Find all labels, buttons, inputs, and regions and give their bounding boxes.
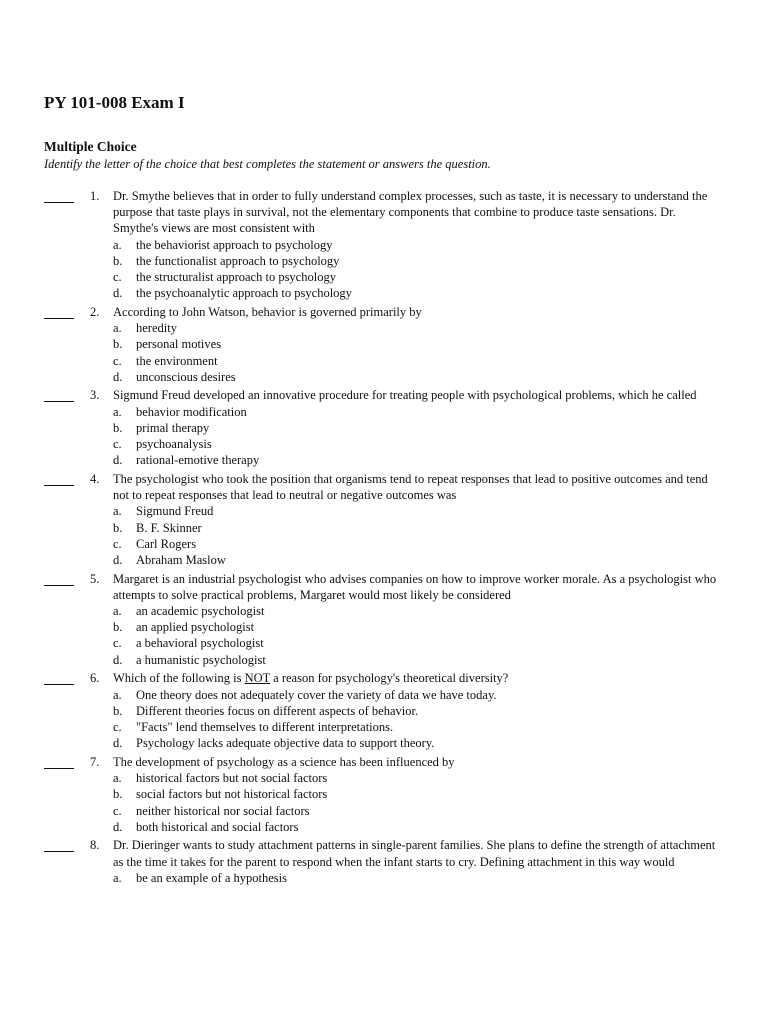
- question-number: 8.: [90, 838, 100, 853]
- choice-4: [113, 652, 713, 668]
- answer-blank[interactable]: [44, 188, 74, 203]
- choice-letter: d.: [113, 453, 123, 468]
- question-number: 5.: [90, 571, 100, 586]
- question-number: 2.: [90, 304, 100, 319]
- choice-1: [113, 770, 713, 786]
- question-number: 7.: [90, 754, 100, 769]
- question-number: 3.: [90, 388, 100, 403]
- answer-blank[interactable]: [44, 304, 74, 319]
- choice-text: the behaviorist approach to psychology: [136, 237, 333, 252]
- choice-letter: b.: [113, 787, 123, 802]
- choice-text: Abraham Maslow: [136, 552, 226, 567]
- question-7: [0, 754, 768, 835]
- choice-letter: d.: [113, 652, 123, 667]
- choice-text: rational-emotive therapy: [136, 453, 260, 468]
- choice-list: [0, 237, 768, 302]
- question-number: 4.: [90, 471, 100, 486]
- choice-text: the environment: [136, 353, 218, 368]
- question-1: [0, 188, 768, 301]
- answer-blank[interactable]: [44, 471, 74, 486]
- choice-4: [113, 819, 713, 835]
- choice-letter: d.: [113, 819, 123, 834]
- answer-blank[interactable]: [44, 387, 74, 402]
- choice-4: [113, 285, 713, 301]
- choice-text: the functionalist approach to psychology: [136, 253, 340, 268]
- question-stem-text: Margaret is an industrial psychologist who advises companies on how to improve worker morale. As a psychologist who attempts to solve practical problems, Margaret would most likely be considered: [113, 571, 717, 602]
- instructions: Identify the letter of the choice that best completes the statement or answers the question.: [44, 157, 491, 171]
- choice-2: [113, 336, 713, 352]
- choice-letter: b.: [113, 703, 123, 718]
- choice-3: [113, 436, 713, 452]
- choice-text: psychoanalysis: [136, 437, 212, 452]
- choice-4: [113, 552, 713, 568]
- choice-letter: a.: [113, 604, 122, 619]
- choice-letter: b.: [113, 520, 123, 535]
- question-stem-text: Which of the following is: [113, 671, 245, 686]
- choice-3: [113, 353, 713, 369]
- choice-letter: a.: [113, 237, 122, 252]
- question-4: [0, 471, 768, 568]
- choice-3: [113, 719, 713, 735]
- choice-list: [0, 770, 768, 835]
- choice-letter: c.: [113, 270, 122, 285]
- question-stem: [113, 304, 721, 320]
- choice-2: [113, 786, 713, 802]
- choice-list: [0, 404, 768, 469]
- choice-text: an applied psychologist: [136, 620, 255, 635]
- choice-1: [113, 503, 713, 519]
- choice-letter: a.: [113, 504, 122, 519]
- question-stem-text: The development of psychology as a science has been influenced by: [113, 754, 455, 769]
- question-stem: [113, 188, 721, 237]
- answer-blank[interactable]: [44, 837, 74, 852]
- question-2: [0, 304, 768, 385]
- choice-letter: a.: [113, 321, 122, 336]
- choice-3: [113, 635, 713, 651]
- question-stem-text: Dr. Dieringer wants to study attachment patterns in single-parent families. She plans to define the strength of attachment as the time it takes for the parent to respond when the infant starts to cry. Defining attachment in this way would: [113, 838, 716, 869]
- choice-letter: c.: [113, 803, 122, 818]
- question-stem-text: Sigmund Freud developed an innovative procedure for treating people with psychological problems, which he called: [113, 388, 697, 403]
- choice-letter: c.: [113, 536, 122, 551]
- choice-4: [113, 735, 713, 751]
- choice-letter: a.: [113, 870, 122, 885]
- choice-letter: c.: [113, 353, 122, 368]
- choice-4: [113, 369, 713, 385]
- choice-text: Different theories focus on different aspects of behavior.: [136, 703, 419, 718]
- answer-blank[interactable]: [44, 571, 74, 586]
- choice-3: [113, 536, 713, 552]
- choice-letter: c.: [113, 720, 122, 734]
- choice-1: [113, 320, 713, 336]
- choice-text: a behavioral psychologist: [136, 636, 264, 651]
- answer-blank[interactable]: [44, 670, 74, 685]
- question-6: [0, 670, 768, 751]
- choice-3: [113, 269, 713, 285]
- question-stem-text: According to John Watson, behavior is governed primarily by: [113, 304, 422, 319]
- choice-2: [113, 253, 713, 269]
- choice-text: personal motives: [136, 337, 222, 352]
- choice-letter: c.: [113, 437, 122, 452]
- question-number: 1.: [90, 189, 100, 203]
- choice-text: heredity: [136, 321, 177, 336]
- choice-list: [0, 603, 768, 668]
- choice-letter: b.: [113, 337, 123, 352]
- choice-letter: d.: [113, 286, 123, 301]
- choice-text: historical factors but not social factors: [136, 771, 328, 786]
- choice-text: B. F. Skinner: [136, 520, 202, 535]
- choice-2: [113, 420, 713, 436]
- choice-text: social factors but not historical factors: [136, 787, 328, 802]
- choice-list: [0, 320, 768, 385]
- choice-text: unconscious desires: [136, 369, 236, 384]
- choice-letter: c.: [113, 636, 122, 651]
- question-stem-text: The psychologist who took the position that organisms tend to repeat responses that lead to positive outcomes and tend not to repeat responses that lead to neutral or negative outcomes was: [113, 471, 708, 503]
- choice-text: "Facts" lend themselves to different interpretations.: [136, 720, 394, 734]
- choice-list: [0, 687, 768, 752]
- question-8: [0, 837, 768, 886]
- choice-letter: d.: [113, 552, 123, 567]
- question-3: [0, 387, 768, 468]
- choice-text: One theory does not adequately cover the variety of data we have today.: [136, 687, 497, 702]
- choice-2: [113, 619, 713, 635]
- choice-letter: b.: [113, 620, 123, 635]
- choice-text: the psychoanalytic approach to psychology: [136, 286, 352, 301]
- choice-list: [0, 870, 768, 886]
- answer-blank[interactable]: [44, 754, 74, 769]
- choice-2: [113, 520, 713, 536]
- exam-title: PY 101-008 Exam I: [44, 93, 185, 112]
- choice-3: [113, 803, 713, 819]
- question-number: 6.: [90, 671, 100, 686]
- choice-letter: a.: [113, 687, 122, 702]
- choice-letter: a.: [113, 404, 122, 419]
- choice-text: a humanistic psychologist: [136, 652, 266, 667]
- choice-text: the structuralist approach to psychology: [136, 270, 336, 285]
- choice-letter: a.: [113, 771, 122, 786]
- choice-text: primal therapy: [136, 420, 210, 435]
- section-heading: Multiple Choice: [44, 139, 137, 154]
- choice-1: [113, 603, 713, 619]
- choice-2: [113, 703, 713, 719]
- choice-1: [113, 870, 713, 886]
- choice-text: behavior modification: [136, 404, 247, 419]
- choice-text: both historical and social factors: [136, 819, 299, 834]
- choice-text: be an example of a hypothesis: [136, 870, 287, 885]
- question-stem: [113, 754, 721, 770]
- question-stem: [113, 571, 721, 603]
- choice-1: [113, 237, 713, 253]
- choice-text: Psychology lacks adequate objective data to support theory.: [136, 736, 435, 751]
- choice-4: [113, 452, 713, 468]
- question-stem: [113, 837, 721, 869]
- choice-list: [0, 503, 768, 568]
- question-stem-text-end: a reason for psychology's theoretical diversity?: [270, 671, 509, 686]
- question-list: [0, 188, 768, 889]
- choice-letter: d.: [113, 736, 123, 751]
- choice-text: Sigmund Freud: [136, 504, 214, 519]
- choice-text: an academic psychologist: [136, 604, 265, 619]
- choice-letter: d.: [113, 369, 123, 384]
- choice-1: [113, 687, 713, 703]
- choice-letter: b.: [113, 420, 123, 435]
- question-stem-text: Dr. Smythe believes that in order to fully understand complex processes, such as taste, it is necessary to understand the purpose that taste plays in survival, not the elementary components that combine to produce taste sensations. Dr. Smythe's views are most consistent with: [113, 189, 708, 236]
- question-stem-emphasis: NOT: [244, 671, 271, 686]
- question-stem: [113, 471, 721, 503]
- question-stem: [113, 670, 721, 686]
- choice-text: Carl Rogers: [136, 536, 197, 551]
- choice-letter: b.: [113, 253, 123, 268]
- question-stem: [113, 387, 721, 403]
- question-5: [0, 571, 768, 668]
- choice-text: neither historical nor social factors: [136, 803, 310, 818]
- choice-1: [113, 404, 713, 420]
